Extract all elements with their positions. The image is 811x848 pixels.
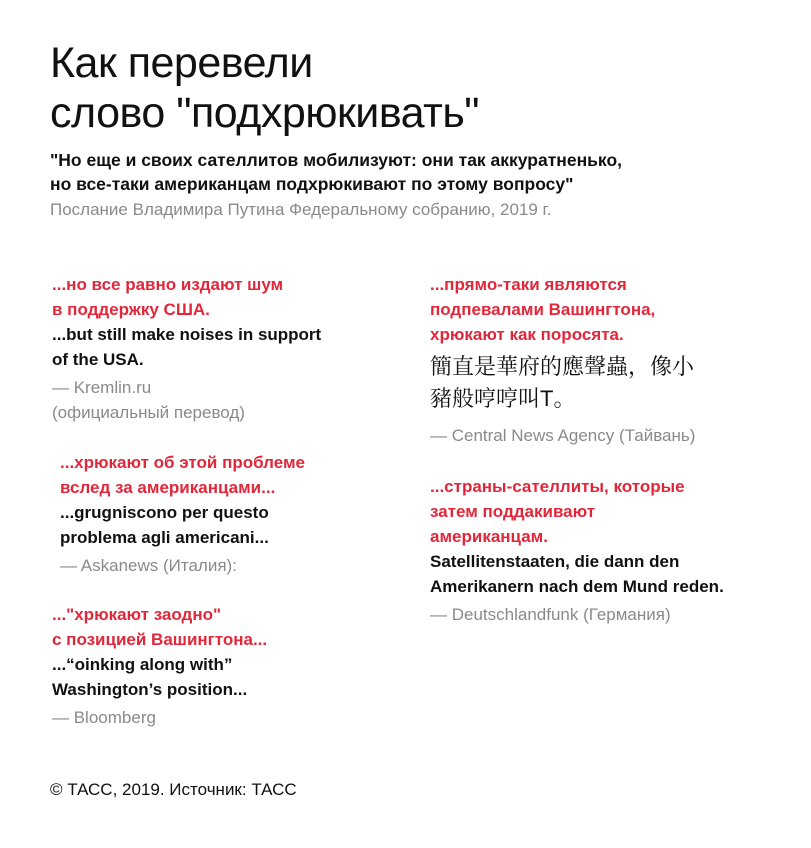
putin-quote	[50, 148, 622, 196]
translation-text: Satellitenstaaten, die dann den	[430, 552, 680, 571]
translation-card-kremlin	[52, 272, 321, 425]
quote-line: "Но еще и своих сателлитов мобилизуют: они так аккуратненько,	[50, 150, 622, 170]
title-line: слово "подхрюкивать"	[50, 89, 480, 137]
quote-source: Послание Владимира Путина Федеральному собранию, 2019 г.	[50, 200, 552, 219]
translation-text: Amerikanern nach dem Mund reden.	[430, 577, 724, 596]
translation-card-deutschlandfunk	[430, 474, 724, 627]
quote-line: но все-таки американцам подхрюкивают по этому вопросу"	[50, 174, 574, 194]
russian-phrase: ..."хрюкают заодно"	[52, 605, 222, 624]
russian-phrase: с позицией Вашингтона...	[52, 630, 268, 649]
translation-card-cna	[430, 272, 695, 448]
title-line: Как перевели	[50, 39, 313, 87]
translation-text: 豬般哼哼叫T。	[430, 386, 576, 411]
russian-phrase: ...страны-сателлиты, которые	[430, 477, 685, 496]
translation-source: — Askanews (Италия):	[60, 556, 237, 575]
russian-phrase: затем поддакивают	[430, 502, 596, 521]
page-title	[50, 38, 479, 138]
russian-phrase: ...прямо-таки являются	[430, 275, 627, 294]
russian-phrase: вслед за американцами...	[60, 478, 276, 497]
translation-source: — Bloomberg	[52, 708, 156, 727]
translation-text: 簡直是華府的應聲蟲，像小	[430, 354, 695, 379]
translation-text: ...grugniscono per questo	[60, 503, 269, 522]
translation-card-askanews	[60, 450, 305, 578]
translation-card-bloomberg	[52, 602, 267, 730]
russian-phrase: ...хрюкают об этой проблеме	[60, 453, 306, 472]
translation-source-note: (официальный перевод)	[52, 403, 245, 422]
translation-text: ...“oinking along with”	[52, 655, 233, 674]
russian-phrase: в поддержку США.	[52, 300, 210, 319]
russian-phrase: подпевалами Вашингтона,	[430, 300, 656, 319]
russian-phrase: ...но все равно издают шум	[52, 275, 284, 294]
translation-source: — Central News Agency (Тайвань)	[430, 426, 696, 445]
translation-text: Washington’s position...	[52, 680, 248, 699]
russian-phrase: хрюкают как поросята.	[430, 325, 624, 344]
translation-text: ...but still make noises in support	[52, 325, 322, 344]
translation-text: problema agli americani...	[60, 528, 269, 547]
translation-text: of the USA.	[52, 350, 144, 369]
translation-source: — Kremlin.ru	[52, 378, 152, 397]
footer-credit: © ТАСС, 2019. Источник: ТАСС	[50, 780, 297, 799]
russian-phrase: американцам.	[430, 527, 548, 546]
translation-source: — Deutschlandfunk (Германия)	[430, 605, 671, 624]
